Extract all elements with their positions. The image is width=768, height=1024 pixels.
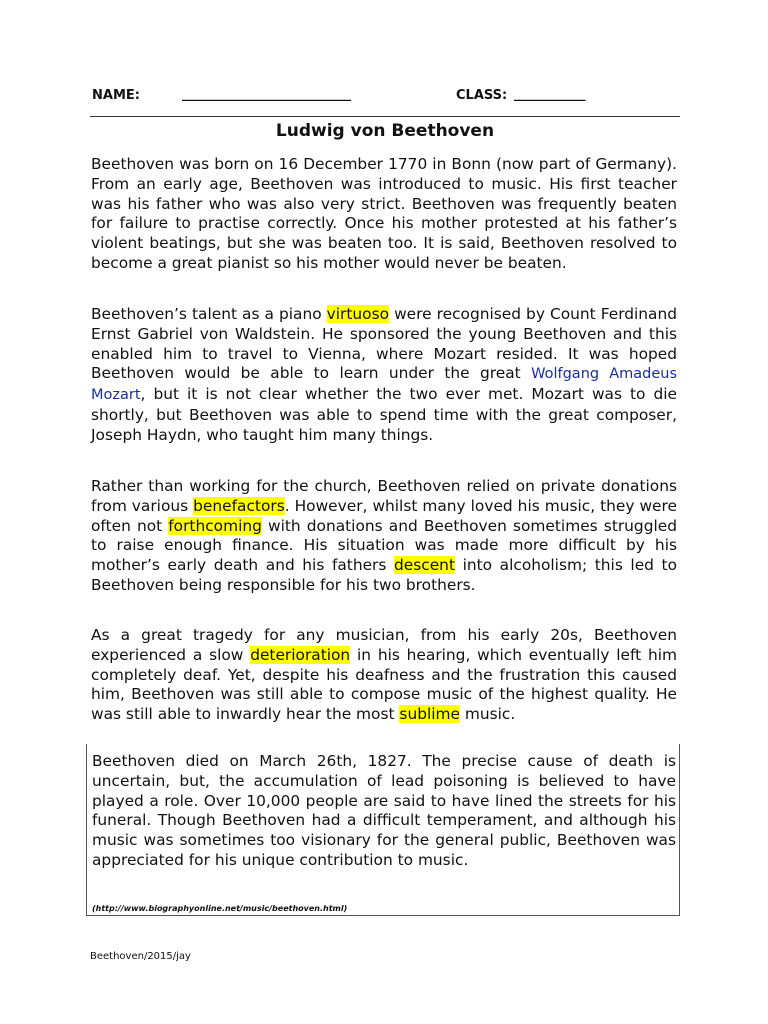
header-rule	[90, 116, 680, 117]
page-title: Ludwig von Beethoven	[275, 121, 495, 141]
name-blank: __________________________	[182, 87, 351, 102]
mozart-name: Wolfgang Amadeus Mozart	[91, 366, 678, 404]
highlight-term: deterioration	[250, 645, 351, 664]
text-run: into alcoholism; this led to Beethoven being responsible for his two brothers.	[91, 556, 677, 594]
text-run: . However, whilst many loved his music, they were often not	[91, 496, 677, 535]
text-run: , but it is not clear whether the two ever met. Mozart was to die shortly, but Beethoven was able to spend time with the great composer, Joseph Haydn, who taught him many things.	[91, 385, 677, 444]
highlight-term: virtuoso	[326, 305, 390, 323]
header-class-label: CLASS:	[456, 88, 508, 103]
footer-text: Beethoven/2015/jay	[90, 951, 191, 962]
paragraph-4	[91, 626, 677, 725]
death-info-box	[86, 744, 680, 916]
highlight-term: benefactors	[193, 496, 285, 515]
paragraph-1: Beethoven was born on 16 December 1770 in Bonn (now part of Germany). From an early age, Beethoven was introduced to music. His first teacher was his father who was also very strict. Beethoven was frequently beaten for failure to practise correctly. Once his mother protested at his father’s violent beatings, but she was beaten too. It is said, Beethoven resolved to become a great pianist so his mother would never be beaten.	[91, 155, 677, 272]
text-run: Beethoven’s talent as a piano	[91, 305, 327, 323]
highlight-term: forthcoming	[168, 516, 262, 535]
text-run: As a great tragedy for any musician, from his early 20s, Beethoven experienced a slow	[91, 626, 677, 664]
highlight-term: descent	[394, 556, 455, 575]
header-name-label: NAME:	[92, 88, 140, 103]
text-run: music.	[459, 705, 516, 724]
text-run: Rather than working for the church, Beethoven relied on private donations from various	[91, 477, 677, 515]
paragraph-2	[91, 305, 677, 446]
source-citation: (http://www.biographyonline.net/music/beethoven.html)	[92, 904, 348, 913]
class-blank: ___________	[514, 87, 586, 102]
highlight-term: sublime	[399, 705, 460, 724]
text-run: were recognised by Count Ferdinand Ernst Gabriel von Waldstein. He sponsored the young Beethoven and this enabled him to travel to Vienna, where Mozart resided. It was hoped Beethoven would be able to learn under the great	[91, 305, 678, 383]
text-run: with donations and Beethoven sometimes struggled to raise enough finance. His situation was made more difficult by his mother’s early death and his fathers	[91, 516, 677, 575]
paragraph-3	[91, 477, 677, 596]
text-run: in his hearing, which eventually left him completely deaf. Yet, despite his deafness and the frustration this caused him, Beethoven was still able to compose music of the highest quality. He was still able to inwardly hear the most	[91, 645, 677, 724]
paragraph-5: Beethoven died on March 26th, 1827. The precise cause of death is uncertain, but, the accumulation of lead poisoning is believed to have played a role. Over 10,000 people are said to have lined the streets for his funeral. Though Beethoven had a difficult temperament, and although his music was sometimes too visionary for the general public, Beethoven was appreciated for his unique contribution to music.	[92, 752, 676, 869]
